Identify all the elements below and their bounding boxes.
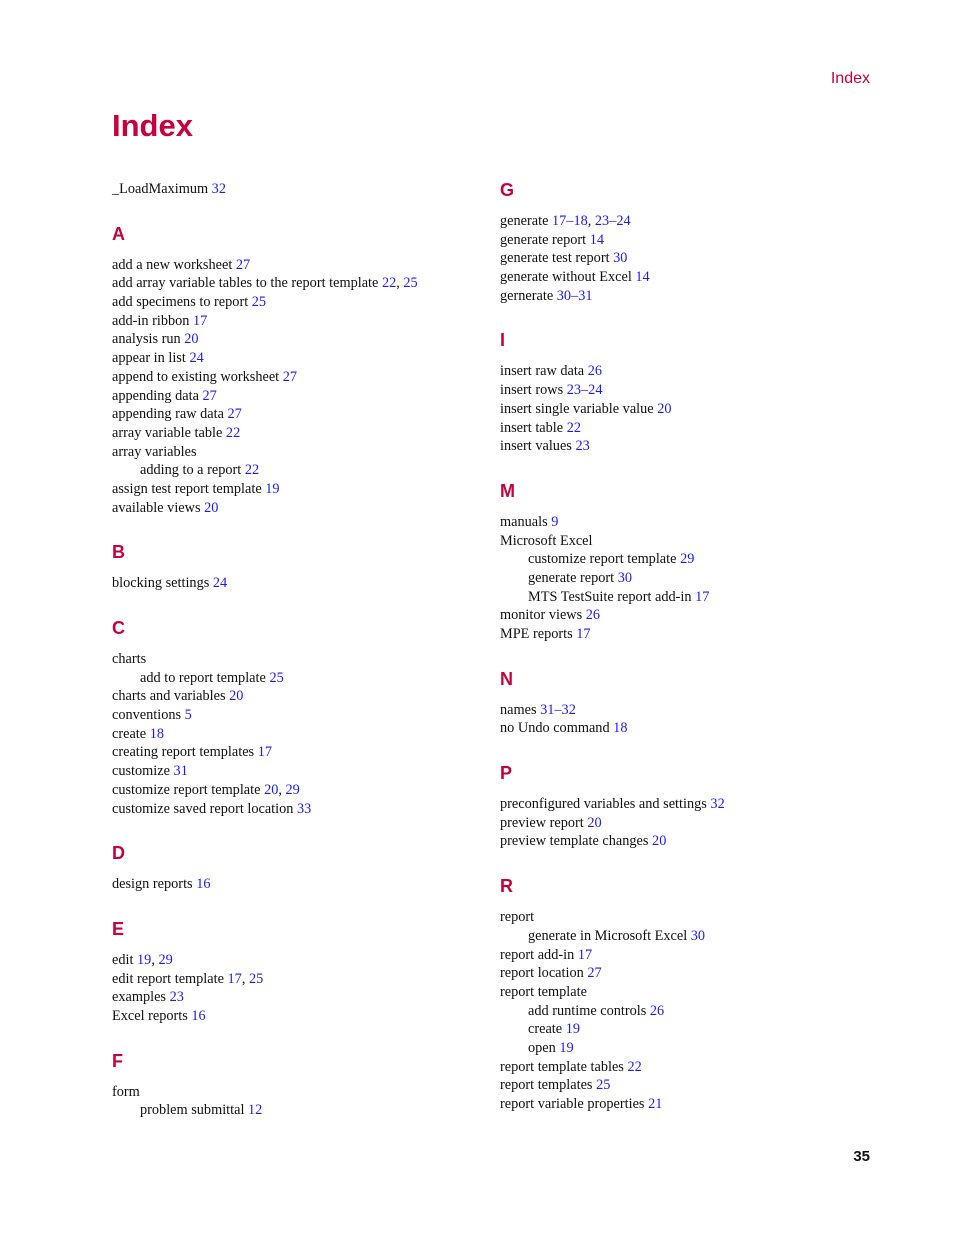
index-entry	[112, 330, 492, 349]
index-entry	[112, 988, 492, 1007]
index-term: generate report	[500, 231, 587, 248]
index-entry	[112, 800, 492, 819]
index-term: customize saved report location	[112, 800, 294, 817]
page-reference-link[interactable]: 30–31	[556, 287, 593, 304]
index-term: add a new worksheet	[112, 256, 233, 273]
index-entry	[500, 437, 880, 456]
page-reference-link[interactable]: 22	[244, 462, 260, 479]
index-term: form	[112, 1083, 140, 1100]
index-entry	[112, 499, 492, 518]
index-term: available views	[112, 499, 201, 516]
page-reference-link[interactable]: 9	[551, 513, 559, 530]
page-reference-link[interactable]: 17–18	[552, 213, 588, 229]
index-term: generate report	[528, 569, 615, 586]
index-term: adding to a report	[140, 462, 242, 479]
index-term: manuals	[500, 513, 548, 530]
index-entry	[500, 249, 880, 268]
index-entry	[500, 381, 880, 400]
page-reference-link[interactable]: 29	[285, 781, 300, 798]
index-term: Microsoft Excel	[500, 532, 593, 549]
index-term: report add-in	[500, 946, 575, 963]
index-letter-heading: G	[500, 180, 515, 200]
index-entry	[112, 293, 492, 312]
page-reference-link[interactable]: 23	[169, 989, 184, 1006]
index-entry	[500, 400, 880, 419]
index-entry	[500, 795, 880, 814]
index-term: report template	[500, 983, 587, 1000]
index-entry	[500, 513, 880, 532]
index-subentry	[500, 1039, 880, 1058]
index-entry	[112, 687, 492, 706]
index-term: add to report template	[140, 669, 266, 686]
index-term: add-in ribbon	[112, 312, 190, 329]
page-reference-link[interactable]: 18	[613, 720, 628, 737]
index-entry: edit report template 17, 25	[112, 970, 264, 987]
page-reference-link[interactable]: 27	[235, 256, 251, 273]
page-reference-link[interactable]: 17	[695, 588, 710, 605]
index-term: MPE reports	[500, 626, 573, 642]
index-letter-heading: B	[112, 542, 125, 563]
index-term: preconfigured variables and settings	[500, 796, 707, 813]
index-term: create	[528, 1021, 563, 1038]
index-entry	[112, 725, 492, 744]
page-reference-link[interactable]: 26	[649, 1002, 665, 1019]
index-term: appending data	[112, 387, 199, 404]
index-term: examples	[112, 989, 166, 1006]
index-term: creating report templates	[112, 744, 255, 761]
index-subentry	[500, 1020, 880, 1039]
page-reference-link[interactable]: 20	[652, 833, 667, 850]
page-reference-link[interactable]: 25	[403, 275, 418, 292]
page-reference-link[interactable]: 23	[575, 438, 590, 455]
index-entry	[500, 908, 880, 927]
index-entry	[500, 1095, 880, 1114]
page-reference-link[interactable]: 30	[690, 927, 706, 944]
index-entry	[500, 532, 880, 551]
index-entry	[112, 480, 492, 499]
index-term: Excel reports	[112, 1007, 188, 1024]
page-reference-link[interactable]: 18	[149, 725, 164, 742]
index-entry	[112, 706, 492, 725]
page-reference-link[interactable]: 20	[657, 400, 672, 417]
page-reference-link[interactable]: 17	[193, 312, 208, 329]
index-term: edit	[112, 951, 134, 968]
index-term: preview report	[500, 814, 584, 831]
index-term: report	[500, 909, 535, 926]
index-entry	[112, 368, 492, 387]
index-letter-heading: N	[500, 668, 513, 689]
page-title: Index	[112, 108, 193, 143]
page-reference-link[interactable]: 26	[587, 363, 603, 380]
index-entry	[112, 743, 492, 762]
index-subentry	[112, 1101, 492, 1120]
page-reference-link[interactable]: 17	[227, 970, 242, 987]
index-subentry	[112, 461, 492, 480]
page-reference-link[interactable]: 22	[225, 424, 241, 441]
index-letter-heading: A	[112, 223, 125, 244]
index-entry	[500, 832, 880, 851]
page-reference-link[interactable]: 17	[576, 626, 591, 642]
index-entry	[112, 1007, 492, 1026]
index-entry	[112, 180, 492, 199]
page-reference-link[interactable]: 19	[559, 1039, 574, 1056]
page-reference-link[interactable]: 22	[566, 419, 581, 436]
page-reference-link[interactable]: 25	[596, 1077, 611, 1094]
index-term: array variables	[112, 443, 197, 460]
page-reference-link[interactable]: 16	[191, 1007, 206, 1024]
running-head: Index	[830, 70, 870, 87]
index-entry: generate 17–18, 23–24	[500, 213, 631, 229]
index-term: add runtime controls	[528, 1002, 647, 1019]
index-term: add array variable tables to the report template	[112, 275, 379, 292]
index-term: names	[500, 701, 537, 718]
index-entry	[500, 1076, 880, 1095]
page-reference-link[interactable]: 31	[173, 763, 188, 780]
index-entry	[500, 701, 880, 720]
page-reference-link[interactable]: 24	[212, 575, 228, 592]
page-reference-link[interactable]: 21	[648, 1096, 663, 1112]
index-entry	[500, 625, 880, 644]
index-subentry	[500, 1002, 880, 1021]
index-letter-heading: E	[112, 918, 125, 939]
index-entry	[112, 256, 492, 275]
page-reference-link[interactable]: 22	[627, 1058, 642, 1075]
page-reference-link[interactable]: 30	[613, 250, 628, 267]
page-reference-link[interactable]: 17	[257, 744, 272, 761]
index-term: generate test report	[500, 250, 610, 267]
page-reference-link[interactable]: 29	[158, 951, 173, 968]
page-reference-link[interactable]: 32	[211, 181, 226, 197]
index-term: conventions	[112, 707, 182, 724]
page-reference-link[interactable]: 30	[617, 569, 632, 586]
index-term: report templates	[500, 1077, 593, 1094]
page-reference-link[interactable]: 20	[184, 331, 199, 348]
index-entry	[112, 574, 492, 593]
index-term: insert table	[500, 419, 564, 436]
page-reference-link[interactable]: 14	[635, 269, 650, 286]
index-entry	[500, 362, 880, 381]
index-term: generate in Microsoft Excel	[528, 927, 688, 944]
index-entry	[112, 312, 492, 331]
index-entry	[112, 875, 492, 894]
index-term: report variable properties	[500, 1096, 645, 1112]
page-reference-link[interactable]: 23–24	[594, 213, 631, 229]
index-entry: customize report template 20, 29	[112, 781, 300, 798]
page-reference-link[interactable]: 19	[137, 951, 152, 968]
index-term: array variable table	[112, 424, 223, 441]
index-term: MTS TestSuite report add-in	[528, 588, 692, 605]
index-entry	[500, 287, 880, 306]
index-letter-heading: D	[112, 843, 125, 864]
index-term: create	[112, 725, 147, 742]
page-reference-link[interactable]: 20	[587, 814, 602, 831]
index-entry	[500, 983, 880, 1002]
index-term: insert rows	[500, 382, 564, 399]
index-entry	[112, 650, 492, 669]
index-entry	[112, 1083, 492, 1102]
page-reference-link[interactable]: 26	[585, 607, 601, 624]
index-term: charts and variables	[112, 688, 226, 705]
index-term: problem submittal	[140, 1102, 245, 1119]
index-subentry	[500, 569, 880, 588]
index-entry	[500, 814, 880, 833]
index-term: insert single variable value	[500, 400, 654, 417]
index-entry	[500, 268, 880, 287]
index-term: customize report template	[112, 781, 261, 798]
index-entry	[112, 349, 492, 368]
page-reference-link[interactable]: 20	[229, 688, 244, 705]
page-reference-link[interactable]: 14	[589, 231, 604, 248]
index-term: report template tables	[500, 1058, 624, 1075]
index-entry: add array variable tables to the report template 22, 25	[112, 275, 418, 292]
index-term: open	[528, 1039, 556, 1056]
page-reference-link[interactable]: 23–24	[566, 382, 603, 399]
index-term: appending raw data	[112, 406, 224, 423]
index-column-left	[112, 180, 492, 1120]
index-term: generate without Excel	[500, 269, 632, 286]
index-term: assign test report template	[112, 480, 262, 497]
page-reference-link[interactable]: 27	[587, 965, 602, 982]
index-entry	[112, 443, 492, 462]
page-reference-link[interactable]: 16	[196, 876, 211, 893]
page-reference-link[interactable]: 19	[565, 1021, 580, 1038]
index-subentry	[500, 588, 880, 607]
index-term: charts	[112, 651, 147, 667]
page-reference-link[interactable]: 31–32	[540, 701, 576, 718]
page-reference-link[interactable]: 25	[251, 294, 267, 311]
index-term: insert values	[500, 438, 572, 455]
index-entry	[112, 762, 492, 781]
page-reference-link[interactable]: 24	[189, 350, 204, 367]
index-term: gernerate	[500, 287, 554, 304]
page-reference-link[interactable]: 17	[577, 946, 593, 963]
page-reference-link[interactable]: 27	[202, 387, 217, 404]
index-term: _LoadMaximum	[112, 181, 209, 197]
page-reference-link[interactable]: 27	[282, 368, 298, 385]
page-reference-link[interactable]: 33	[297, 800, 312, 817]
index-term: generate	[500, 213, 549, 229]
page-number: 35	[853, 1148, 870, 1165]
page-reference-link[interactable]: 25	[269, 669, 284, 686]
page-reference-link[interactable]: 22	[381, 275, 397, 292]
index-term: append to existing worksheet	[112, 368, 280, 385]
index-subentry	[500, 927, 880, 946]
index-subentry	[112, 669, 492, 688]
index-letter-heading: R	[500, 876, 513, 897]
index-term: appear in list	[112, 350, 186, 367]
index-term: add specimens to report	[112, 294, 249, 311]
index-entry	[500, 719, 880, 738]
index-subentry	[500, 550, 880, 569]
index-letter-heading: C	[112, 618, 125, 638]
index-entry	[500, 946, 880, 965]
page-reference-link[interactable]: 19	[265, 480, 280, 497]
page-reference-link[interactable]: 20	[204, 499, 219, 516]
page-reference-link[interactable]: 29	[680, 551, 695, 568]
page-reference-link[interactable]: 32	[710, 796, 725, 813]
index-entry	[112, 405, 492, 424]
page-reference-link[interactable]: 12	[248, 1102, 263, 1119]
index-term: insert raw data	[500, 363, 585, 380]
page-reference-link[interactable]: 5	[184, 707, 192, 724]
index-letter-heading: I	[500, 330, 506, 351]
index-term: customize report template	[528, 551, 677, 568]
index-letter-heading: M	[500, 480, 515, 501]
index-entry: edit 19, 29	[112, 951, 173, 968]
index-term: analysis run	[112, 331, 181, 348]
index-term: edit report template	[112, 970, 224, 987]
page-reference-link[interactable]: 27	[227, 406, 242, 423]
index-term: design reports	[112, 876, 193, 893]
index-term: monitor views	[500, 607, 583, 624]
index-column-right	[500, 176, 880, 1114]
index-term: customize	[112, 763, 170, 780]
page-reference-link[interactable]: 20	[264, 781, 279, 798]
index-entry	[500, 231, 880, 250]
page-reference-link[interactable]: 25	[248, 970, 264, 987]
index-term: blocking settings	[112, 575, 210, 592]
index-letter-heading: P	[500, 763, 513, 784]
index-entry	[500, 419, 880, 438]
index-term: preview template changes	[500, 833, 649, 850]
index-entry	[500, 606, 880, 625]
index-term: no Undo command	[500, 720, 610, 737]
index-entry	[112, 387, 492, 406]
index-entry	[112, 424, 492, 443]
index-term: report location	[500, 965, 584, 982]
index-letter-heading: F	[112, 1050, 123, 1071]
index-entry	[500, 1058, 880, 1077]
index-entry	[500, 964, 880, 983]
